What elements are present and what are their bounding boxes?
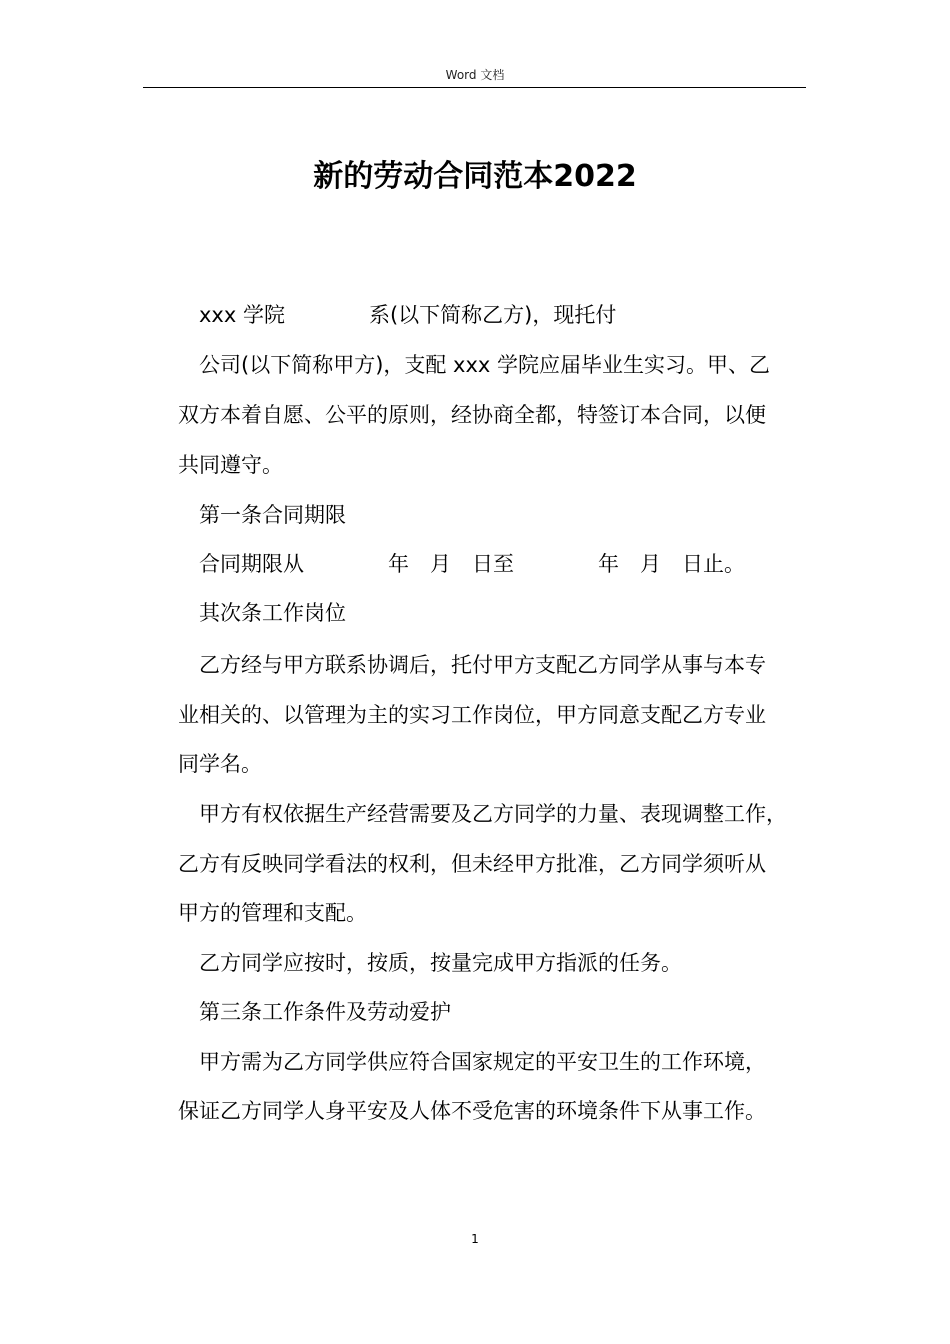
body-line-8: 乙方经与甲方联系协调后，托付甲方支配乙方同学从事与本专	[199, 653, 766, 677]
body-line-15: 第三条工作条件及劳动爱护	[199, 1000, 451, 1024]
body-line-11: 甲方有权依据生产经营需要及乙方同学的力量、表现调整工作，	[199, 802, 787, 826]
body-line-13: 甲方的管理和支配。	[178, 901, 367, 925]
body-line-6: 合同期限从 年 月 日至 年 月 日止。	[199, 552, 745, 576]
body-line-17: 保证乙方同学人身平安及人体不受危害的环境条件下从事工作。	[178, 1099, 766, 1123]
body-line-12: 乙方有反映同学看法的权利，但未经甲方批准，乙方同学须听从	[178, 852, 766, 876]
body-line-4: 共同遵守。	[178, 453, 283, 477]
page-header-label: Word 文档	[445, 68, 505, 82]
body-line-16: 甲方需为乙方同学供应符合国家规定的平安卫生的工作环境，	[199, 1050, 766, 1074]
body-line-9: 业相关的、以管理为主的实习工作岗位，甲方同意支配乙方专业	[178, 703, 766, 727]
header-rule	[143, 87, 806, 88]
page-number: 1	[471, 1232, 479, 1246]
body-line-14: 乙方同学应按时，按质，按量完成甲方指派的任务。	[199, 951, 682, 975]
body-line-5: 第一条合同期限	[199, 503, 346, 527]
body-line-7: 其次条工作岗位	[199, 601, 346, 625]
body-line-1: xxx 学院 系(以下简称乙方)，现托付	[199, 303, 617, 327]
body-line-3: 双方本着自愿、公平的原则，经协商全都，特签订本合同，以便	[178, 403, 766, 427]
body-line-10: 同学名。	[178, 752, 262, 776]
document-title: 新的劳动合同范本2022	[313, 159, 637, 194]
body-line-2: 公司(以下简称甲方)，支配 xxx 学院应届毕业生实习。甲、乙	[199, 353, 771, 377]
